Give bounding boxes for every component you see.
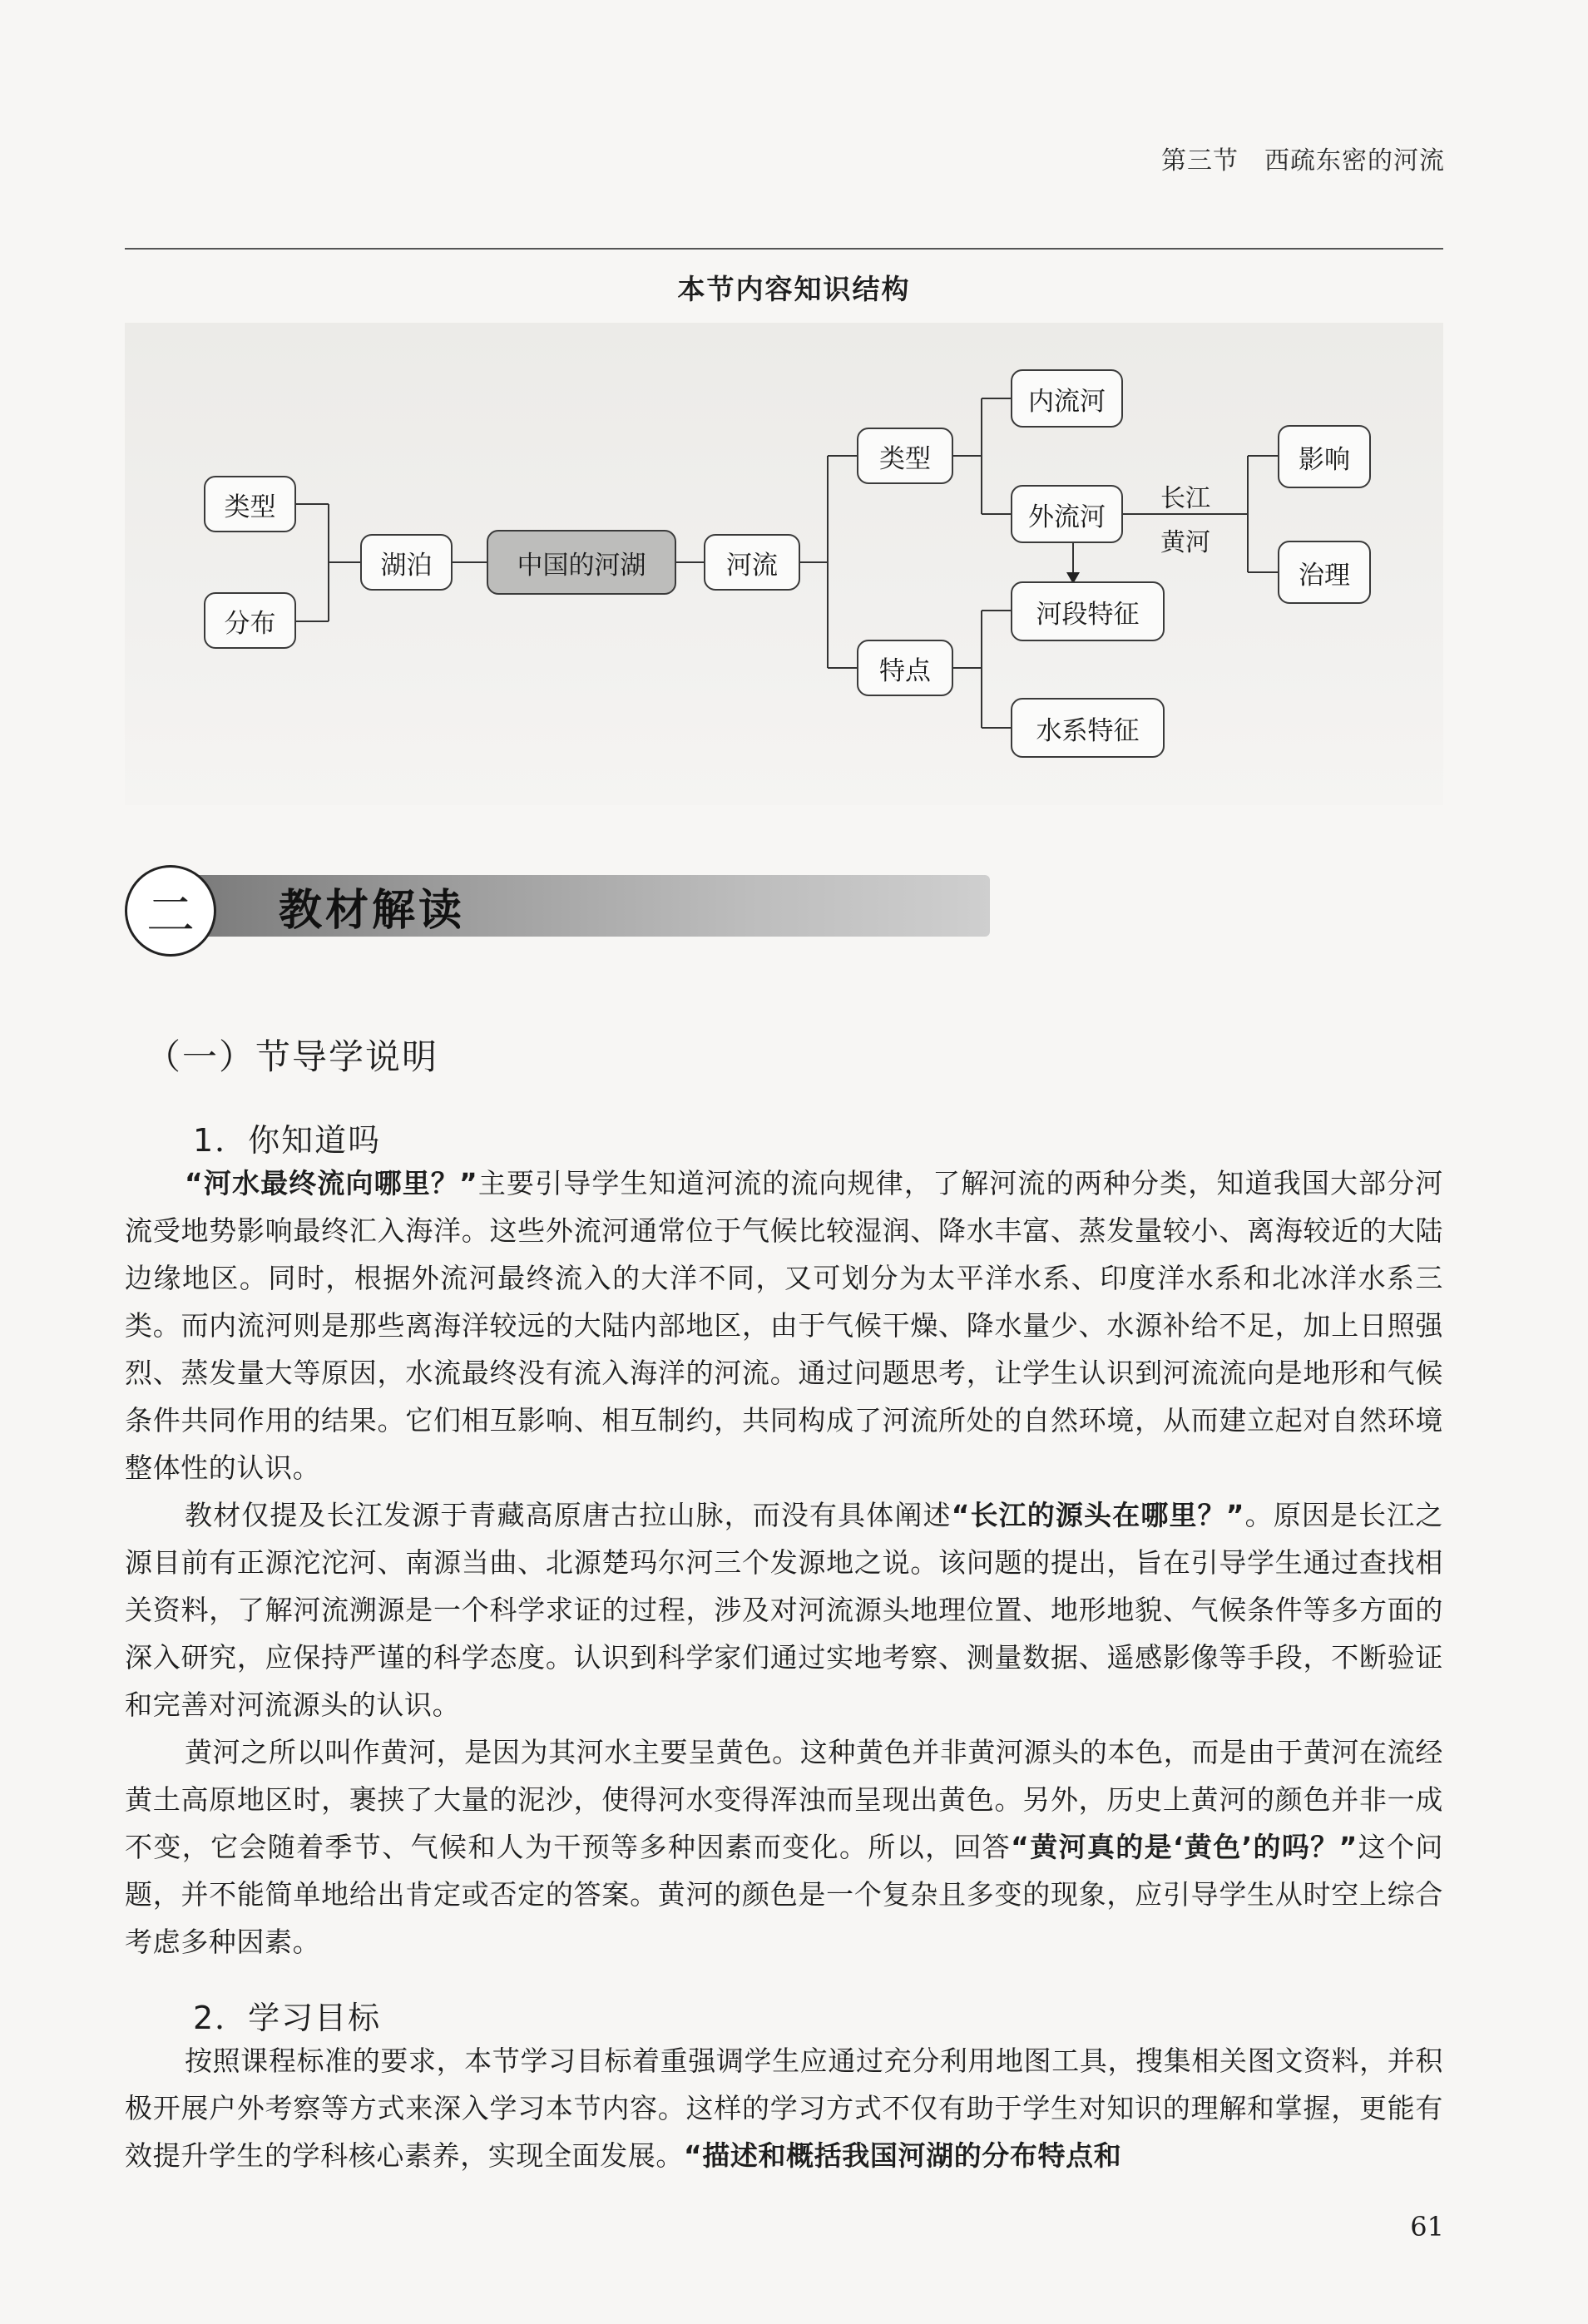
part1-paragraph-2 (125, 1491, 1443, 1728)
bold-question: “黄河真的是‘黄色’的吗？” (1011, 1831, 1358, 1863)
part1-heading: 1．你知道吗 (193, 1122, 382, 1159)
label-huanghe: 黄河 (1160, 528, 1210, 557)
node-impact (1278, 425, 1371, 488)
section-number: 二 (146, 887, 195, 943)
node-system-feature (1011, 698, 1165, 758)
node-label: 治理 (1299, 560, 1350, 591)
node-label: 类型 (224, 492, 276, 522)
node-river-feature (857, 640, 953, 696)
section-title: 教材解读 (279, 886, 466, 936)
bold-question: “河水最终流向哪里？” (185, 1167, 478, 1199)
node-label: 湖泊 (380, 550, 433, 581)
node-label: 分布 (224, 608, 276, 639)
paragraph-text: 主要引导学生知道河流的流向规律，了解河流的两种分类，知道我国大部分河流受地势影响最终汇入海洋。这些外流河通常位于气候比较湿润、降水丰富、蒸发量较小、离海较近的大陆边缘地区。同时，根据外流河最终流入的大洋不同，又可划分为太平洋水系、印度洋水系和北冰洋水系三类。而内流河则是那些离海洋较远的大陆内部地区，由于气候干燥、降水量少、水源补给不足，加上日照强烈、蒸发量大等原因，水流最终没有流入海洋的河流。通过问题思考，让学生认识到河流流向是地形和气候条件共同作用的结果。它们相互影响、相互制约，共同构成了河流所处的自然环境，从而建立起对自然环境整体性的认识。 (125, 1167, 1443, 1484)
node-label: 河段特征 (1036, 599, 1140, 630)
node-segment-feature (1011, 581, 1165, 641)
node-label: 外流河 (1028, 502, 1106, 532)
node-center (487, 530, 676, 595)
running-header: 第三节 西疏东密的河流 (1161, 146, 1445, 176)
node-outer-river (1011, 485, 1123, 543)
node-label: 中国的河湖 (517, 550, 646, 581)
paragraph-text: 按照课程标准的要求，本节学习目标着重强调学生应通过充分利用地图工具，搜集相关图文资料，并积极开展户外考察等方式来深入学习本节内容。这样的学习方式不仅有助于学生对知识的理解和掌握，更能有效提升学生的学科核心素养，实现全面发展。 (125, 2045, 1443, 2172)
bold-objective: “描述和概括我国河湖的分布特点和 (684, 2139, 1122, 2172)
node-governance (1278, 541, 1371, 604)
part1-paragraph-3 (125, 1728, 1443, 1966)
paragraph-text: 这个问题，并不能简单地给出肯定或否定的答案。黄河的颜色是一个复杂且多变的现象，应引导学生从时空上综合考虑多种因素。 (125, 1831, 1443, 1958)
node-inner-river (1011, 369, 1123, 428)
section-number-circle (125, 865, 216, 957)
node-river (704, 534, 800, 591)
label-changjiang: 长江 (1160, 484, 1210, 513)
part2-paragraph-1 (125, 2037, 1443, 2179)
bold-question: “长江的源头在哪里？” (951, 1499, 1245, 1531)
paragraph-text: 。原因是长江之源目前有正源沱沱河、南源当曲、北源楚玛尔河三个发源地之说。该问题的提出，旨在引导学生通过查找相关资料，了解河流溯源是一个科学求证的过程，涉及对河流源头地理位置、地形地貌、气候条件等多方面的深入研究，应保持严谨的科学态度。认识到科学家们通过实地考察、测量数据、遥感影像等手段，不断验证和完善对河流源头的认识。 (125, 1499, 1443, 1721)
node-label: 特点 (879, 655, 931, 686)
paragraph-text: 黄河之所以叫作黄河，是因为其河水主要呈黄色。这种黄色并非黄河源头的本色，而是由于黄河在流经黄土高原地区时，裹挟了大量的泥沙，使得河水变得浑浊而呈现出黄色。另外，历史上黄河的颜色并非一成不变，它会随着季节、气候和人为干预等多种因素而变化。所以，回答 (125, 1736, 1443, 1863)
diagram-title: 本节内容知识结构 (677, 273, 911, 305)
node-label: 类型 (879, 443, 931, 474)
node-lake-distribution (204, 592, 296, 649)
node-label: 影响 (1299, 444, 1350, 475)
diagram-connectors (0, 0, 1588, 832)
page-number: 61 (1410, 2211, 1444, 2242)
subsection-heading: （一）节导学说明 (146, 1036, 439, 1077)
part1-paragraph-1 (125, 1160, 1443, 1491)
part2-heading: 2．学习目标 (193, 2000, 382, 2036)
node-lake (360, 534, 453, 591)
node-river-type (857, 428, 953, 484)
node-lake-type (204, 476, 296, 532)
paragraph-text: 教材仅提及长江发源于青藏高原唐古拉山脉，而没有具体阐述 (185, 1499, 952, 1531)
node-label: 河流 (726, 550, 778, 581)
node-label: 水系特征 (1036, 715, 1140, 746)
node-label: 内流河 (1028, 386, 1106, 417)
